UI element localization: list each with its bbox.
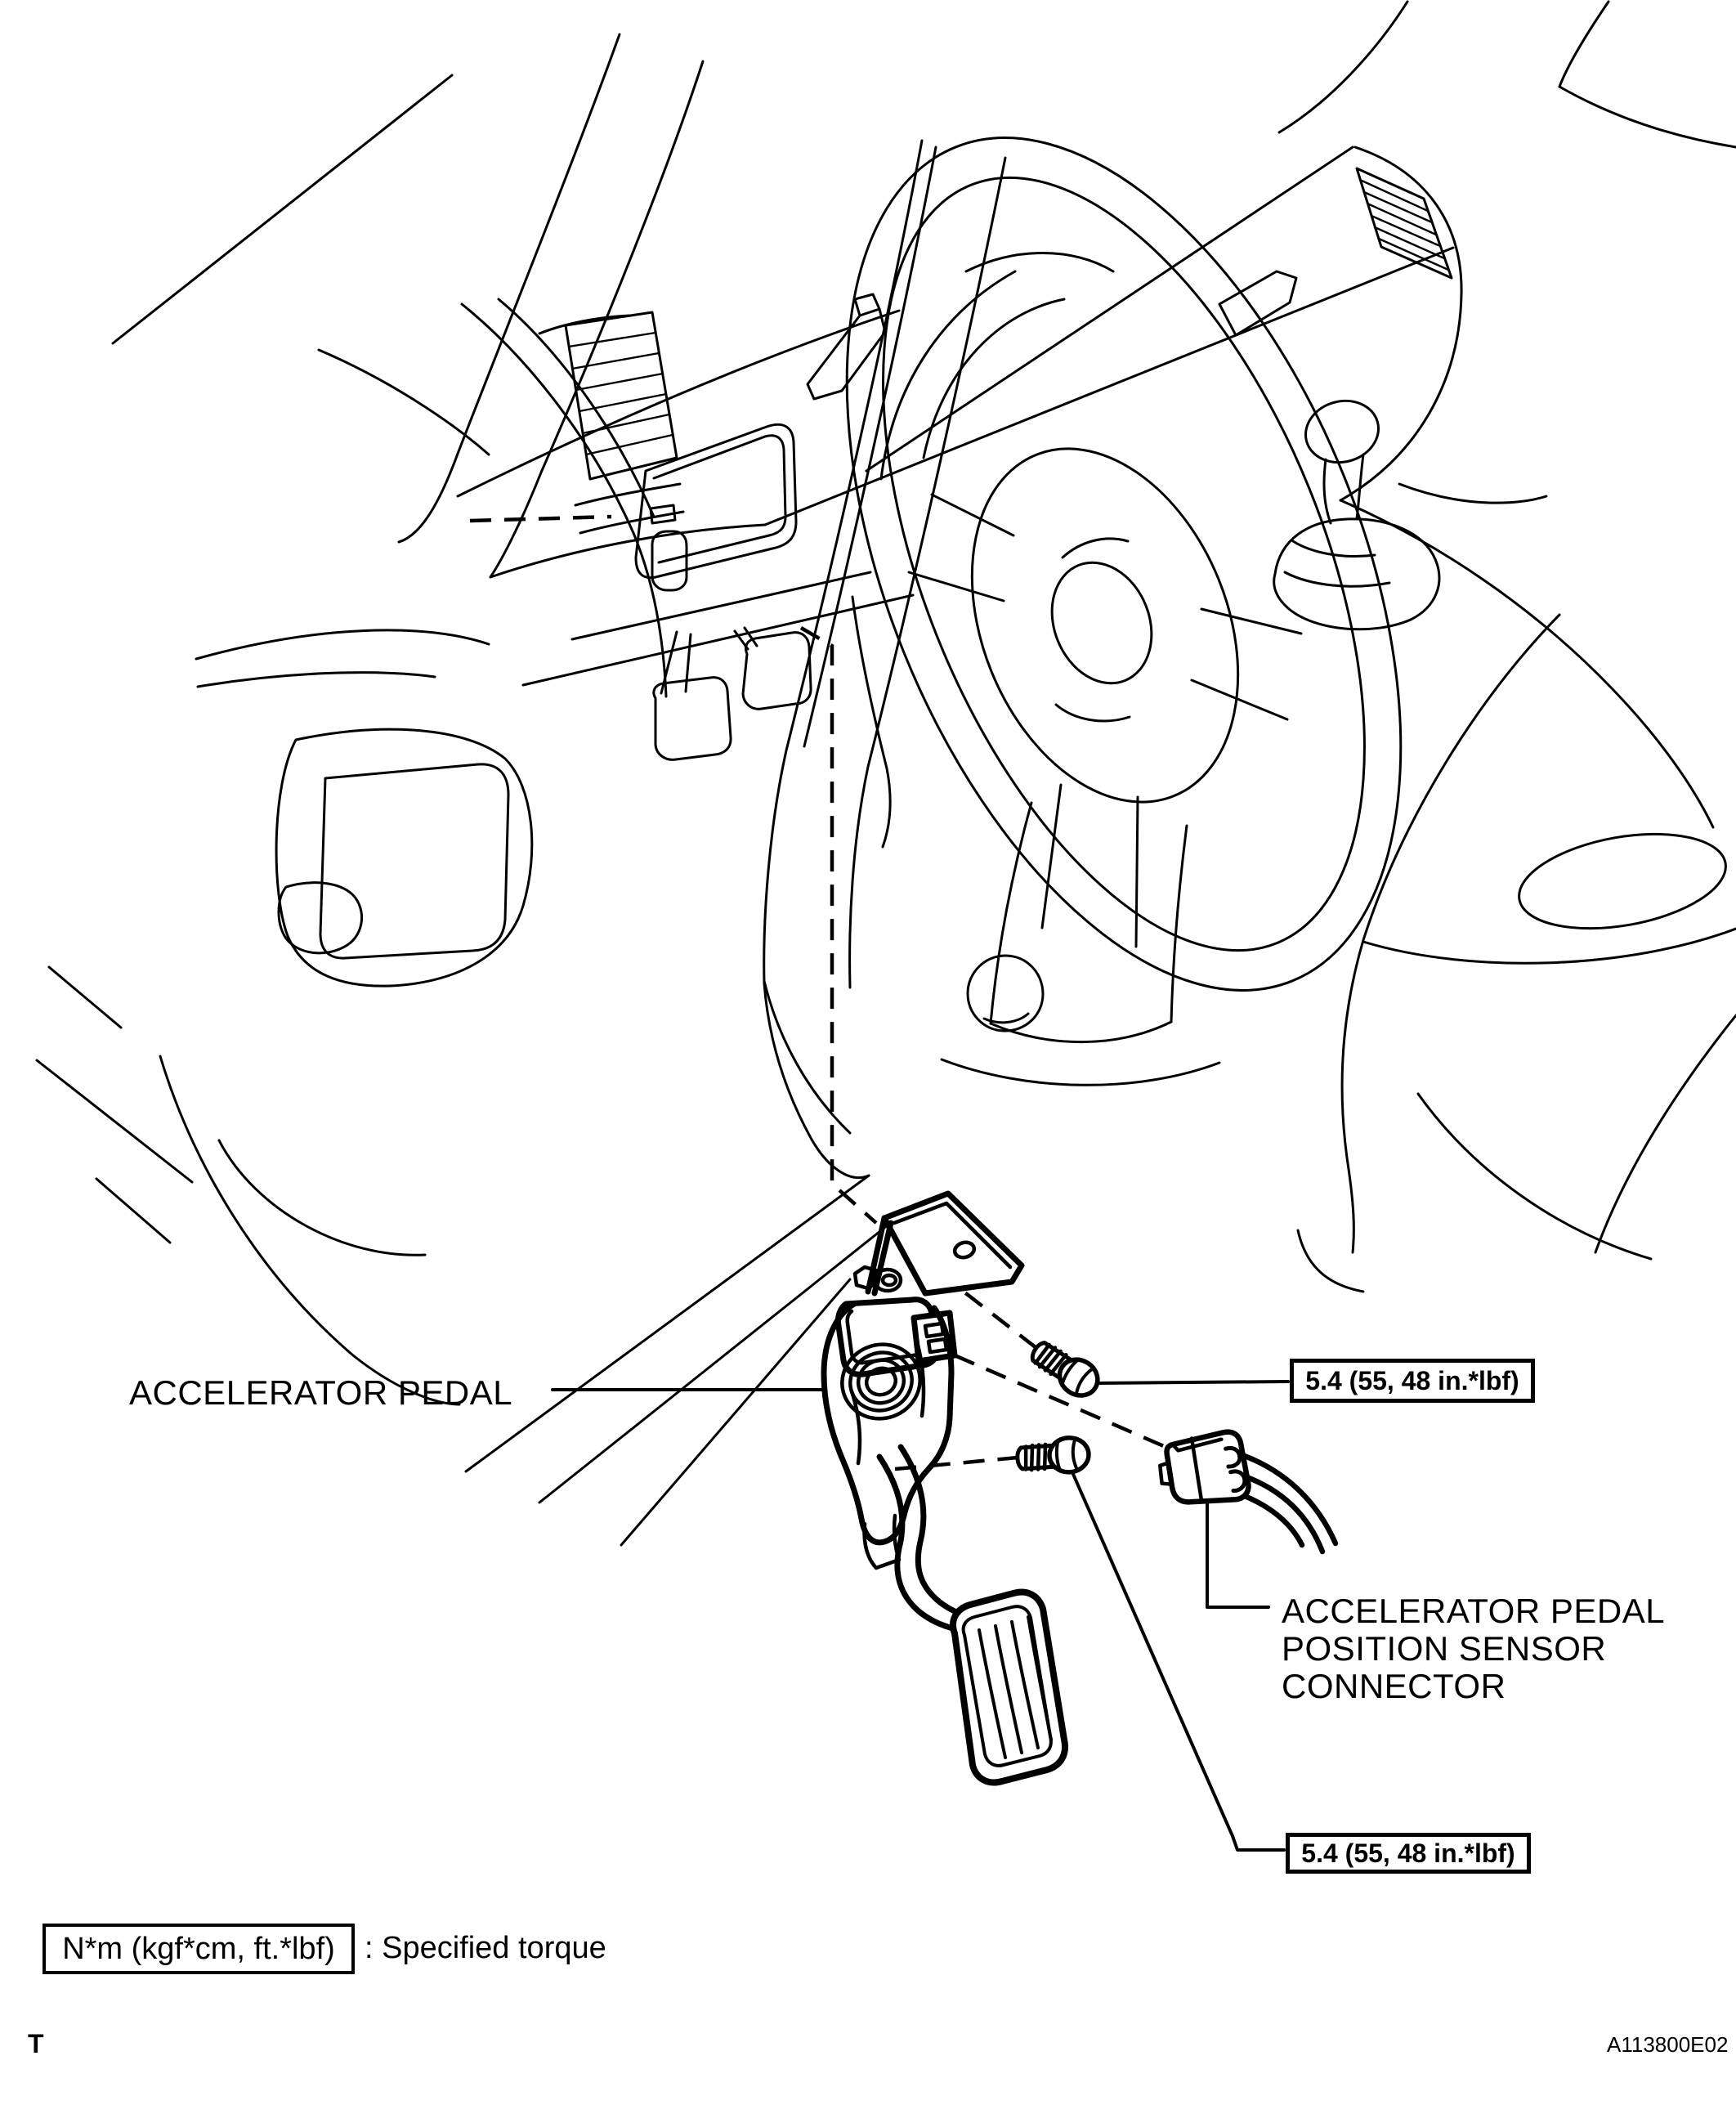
door-panel xyxy=(37,350,532,1404)
sensor-connector-label-line2: POSITION SENSOR xyxy=(1282,1629,1607,1668)
accelerator-pedal-label: ACCELERATOR PEDAL xyxy=(129,1373,513,1412)
seat-cushion-front xyxy=(1342,615,1559,1252)
seat-adjuster-knob xyxy=(968,956,1043,1031)
sensor-connector-label-line3: CONNECTOR xyxy=(1282,1667,1506,1705)
airbag-pad xyxy=(923,409,1288,842)
dashed-position-lines xyxy=(470,517,1177,1469)
mounting-bracket xyxy=(868,1194,1022,1293)
brake-clutch-pedals xyxy=(654,628,811,759)
torque-spec-box-lower: 5.4 (55, 48 in.*lbf) xyxy=(1286,1833,1531,1874)
bolt-lower xyxy=(1016,1436,1089,1476)
harness-wires xyxy=(1241,1455,1336,1552)
a-pillar-windshield xyxy=(113,2,1736,577)
bolt-upper xyxy=(1026,1335,1104,1403)
instrument-cluster xyxy=(924,299,1064,458)
torque-legend-description: : Specified torque xyxy=(365,1931,606,1965)
steering-column xyxy=(991,803,1031,1023)
bolt-head xyxy=(1049,1436,1090,1473)
page-marker: T xyxy=(28,2029,44,2058)
connector-label-leader xyxy=(1207,1504,1268,1607)
turn-signal-stalk xyxy=(808,309,885,399)
torque-spec-box-upper: 5.4 (55, 48 in.*lbf) xyxy=(1290,1359,1535,1403)
figure-code: A113800E02 xyxy=(1607,2032,1729,2057)
brake-pedal xyxy=(743,633,811,710)
window-switch-bezel xyxy=(276,729,532,986)
torque-upper-leader xyxy=(1097,1382,1288,1383)
seat xyxy=(968,615,1736,1292)
cluster-hood xyxy=(1340,147,1461,500)
position-sensor-connector xyxy=(1157,1431,1250,1507)
steering-wheel xyxy=(736,58,1512,1085)
gear-shifter xyxy=(1274,393,1546,629)
dashboard xyxy=(458,147,1713,1133)
sensor-connector-label xyxy=(1282,1592,1665,1705)
glove-trim-panel xyxy=(636,424,796,577)
pedal-pad xyxy=(953,1592,1065,1783)
steering-wheel-rim xyxy=(736,58,1512,1069)
torque-lower-leader xyxy=(1072,1472,1284,1850)
shift-boot xyxy=(1274,519,1439,629)
sensor-connector-label-line1: ACCELERATOR PEDAL xyxy=(1282,1592,1666,1630)
torque-legend-box: N*m (kgf*cm, ft.*lbf) xyxy=(43,1924,355,1974)
